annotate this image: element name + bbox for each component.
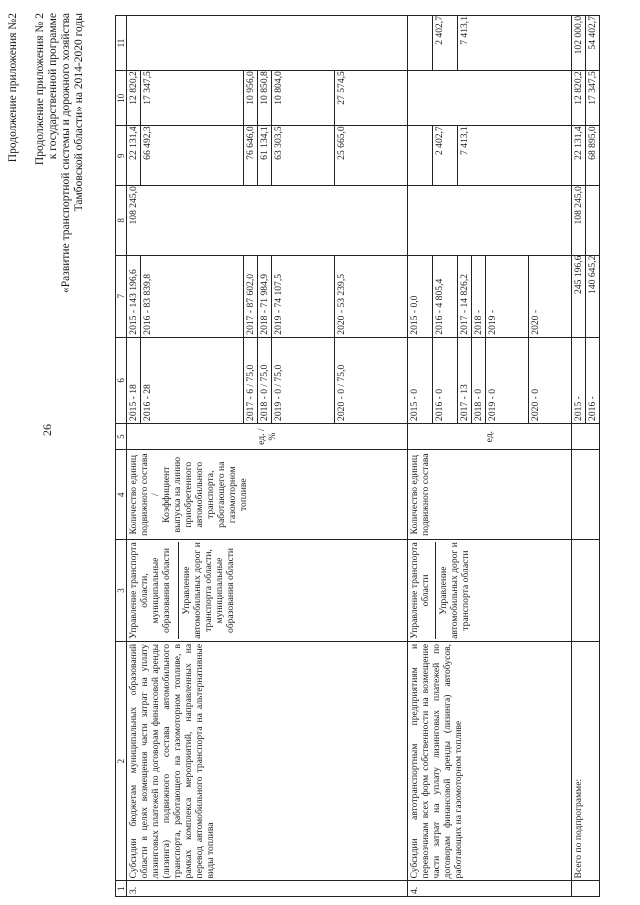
year-value: 2018 - 0 / 75,0: [258, 338, 272, 423]
local-funding-cell: [127, 71, 408, 126]
empty-cell: [572, 540, 600, 642]
column-number: 11: [116, 16, 127, 71]
funding-value: 10 956,0: [244, 71, 258, 125]
funding-total-cell: [127, 255, 408, 337]
extrabudget-funding-cell: [572, 16, 600, 71]
year-value: 2015 - 0: [408, 338, 433, 423]
measure-description: Субсидии автотранспортным предприятиям и перевозчикам всех форм собственности на возмещение части затрат на уплату лизинговых платежей по договорам финансовой аренды (лизинга) автобусов, работающих на газомоторном топливе: [408, 641, 572, 881]
funding-value: 25 665,0: [336, 126, 347, 160]
executor-text: Управление транспорта области, муниципальные образования области: [128, 542, 172, 639]
column-number: 2: [116, 641, 127, 881]
extrabudget-funding-cell: [127, 16, 408, 71]
regional-funding-cell: [572, 126, 600, 186]
total-label: Всего по подпрограмме:: [572, 641, 600, 881]
row-index: 3.: [127, 881, 408, 897]
appendix-reference-line: к государственной программе: [47, 13, 59, 160]
funding-value: 2018 -: [472, 256, 486, 337]
row-index: 4.: [408, 881, 572, 897]
table-row: [127, 16, 408, 897]
appendix-reference-line: Тамбовской области» на 2014-2020 годы: [73, 13, 85, 212]
funding-value: 10 804,0: [272, 71, 335, 125]
funding-value: 108 245,0: [572, 186, 586, 254]
funding-value: 2020 - 53 239,5: [336, 273, 347, 335]
executor-text: Управление автомобильных дорог и транспорта области: [435, 542, 471, 639]
appendix-reference-line: Продолжение приложения № 2: [34, 13, 46, 166]
federal-funding-cell: [127, 186, 408, 255]
unit-cell: ед.: [408, 423, 572, 449]
column-number: 10: [116, 71, 127, 126]
year-value: 2017 - 6 / 75,0: [244, 338, 258, 423]
local-funding-cell: [572, 71, 600, 126]
funding-value: 12 820,2: [127, 71, 141, 125]
column-number: 4: [116, 450, 127, 540]
funding-value: 2017 - 87 602,0: [244, 256, 258, 337]
funding-value: 2019 - 74 107,5: [272, 256, 335, 337]
year-value: 2016 - 0: [433, 338, 458, 423]
year-value: 2020 - 0: [530, 388, 541, 421]
column-number: 7: [116, 255, 127, 337]
regional-funding-cell: [408, 126, 572, 186]
funding-value: 7 413,1: [459, 16, 470, 45]
funding-value: 2015 - 143 196,6: [127, 256, 141, 337]
funding-value: 2020 -: [530, 309, 541, 335]
funding-value: [586, 186, 588, 254]
funding-total-cell: [408, 255, 572, 337]
page-number: 26: [40, 424, 54, 436]
year-value: 2015 -: [572, 338, 586, 423]
funding-value: 2017 - 14 826,2: [458, 256, 472, 337]
funding-value: 7 413,1: [459, 126, 470, 156]
measure-description: Субсидии бюджетам муниципальных образований области в целях возмещения части затрат на уплату лизинговых платежей по договорам финансовой аренды (лизинга) подвижного состава автомобильного транспорта, работающего на газомоторном топливе, в рамках комплекса мероприятий, направленных на перевод автомобильного транспорта на альтернативные виды топлива: [127, 641, 408, 881]
column-number: 1: [116, 881, 127, 897]
federal-funding-cell: [572, 186, 600, 255]
total-row: [572, 16, 600, 897]
year-value: 2019 - 0 / 75,0: [272, 338, 335, 423]
indicator-cell: [127, 450, 408, 540]
funding-value: 63 303,5: [272, 126, 335, 185]
funding-value: 76 646,0: [244, 126, 258, 185]
rotated-page: [0, 5, 640, 905]
column-number: 3: [116, 540, 127, 642]
indicator-cell: Количество единиц подвижного состава: [408, 450, 572, 540]
funding-value: 66 492,3: [141, 126, 244, 185]
funding-value: 61 134,1: [258, 126, 272, 185]
year-value: 2018 - 0: [472, 338, 486, 423]
year-values-cell: [408, 337, 572, 423]
local-funding-cell: [408, 71, 572, 126]
year-value: 2016 -: [587, 396, 598, 421]
extrabudget-funding-cell: [408, 16, 572, 71]
funding-value: 2 402,7: [433, 126, 458, 185]
regional-funding-cell: [127, 126, 408, 186]
program-table: [115, 15, 600, 897]
funding-value: 17 347,5: [141, 71, 244, 125]
year-value: 2015 - 18: [127, 338, 141, 423]
funding-value: 54 402,7: [587, 16, 598, 50]
column-number: 5: [116, 423, 127, 449]
executor-cell: [127, 540, 408, 642]
unit-cell: ед. / %: [127, 423, 408, 449]
funding-value: 2016 - 83 839,8: [141, 256, 244, 337]
empty-cell: [572, 450, 600, 540]
indicator-text: Количество единиц подвижного состава /: [128, 453, 161, 536]
column-number: 9: [116, 126, 127, 186]
row-index: [572, 881, 600, 897]
funding-value: 10 850,8: [258, 71, 272, 125]
funding-value: [408, 16, 433, 70]
funding-value: 22 131,4: [572, 126, 586, 185]
funding-value: 68 895,0: [587, 126, 598, 160]
funding-value: 108 245,0: [128, 186, 139, 225]
funding-value: 2019 -: [486, 256, 529, 337]
federal-funding-cell: [408, 186, 572, 255]
column-number-row: [116, 16, 127, 897]
empty-cell: [572, 423, 600, 449]
year-value: 2016 - 28: [141, 338, 244, 423]
table-row: [408, 16, 572, 897]
column-number: 8: [116, 186, 127, 255]
funding-value: 17 347,5: [587, 71, 598, 105]
year-value: 2019 - 0: [486, 338, 529, 423]
funding-value: 27 574,5: [336, 71, 347, 105]
appendix-reference-line: «Развитие транспортной системы и дорожного хозяйства: [60, 13, 72, 293]
funding-value: 102 000,0: [572, 16, 586, 70]
appendix-reference: [34, 13, 86, 293]
year-values-cell: [127, 337, 408, 423]
funding-value: 2 402,7: [433, 16, 458, 70]
executor-text: Управление транспорта области: [409, 542, 431, 639]
continuation-header: Продолжение приложения №2: [7, 13, 19, 163]
funding-value: 12 820,2: [572, 71, 586, 125]
executor-text: Управление автомобильных дорог и транспорта области, муниципальные образования области: [178, 542, 236, 639]
funding-value: 22 131,4: [127, 126, 141, 185]
funding-value: 2018 - 71 984,9: [258, 256, 272, 337]
funding-value: 2015 - 0,0: [408, 256, 433, 337]
column-number: 6: [116, 337, 127, 423]
funding-value: [408, 126, 433, 185]
year-value: 2017 - 13: [458, 338, 472, 423]
funding-value: 140 645,2: [587, 255, 598, 294]
funding-value: 245 196,6: [572, 256, 586, 337]
executor-cell: [408, 540, 572, 642]
year-value: 2020 - 0 / 75,0: [336, 364, 347, 421]
year-values-cell: [572, 337, 600, 423]
indicator-text: Коэффициент выпуска на линию приобретенного автомобильного транспорта, работающего на газомоторном топливе: [161, 456, 249, 533]
funding-value: 2016 - 4 805,4: [433, 256, 458, 337]
funding-total-cell: [572, 255, 600, 337]
